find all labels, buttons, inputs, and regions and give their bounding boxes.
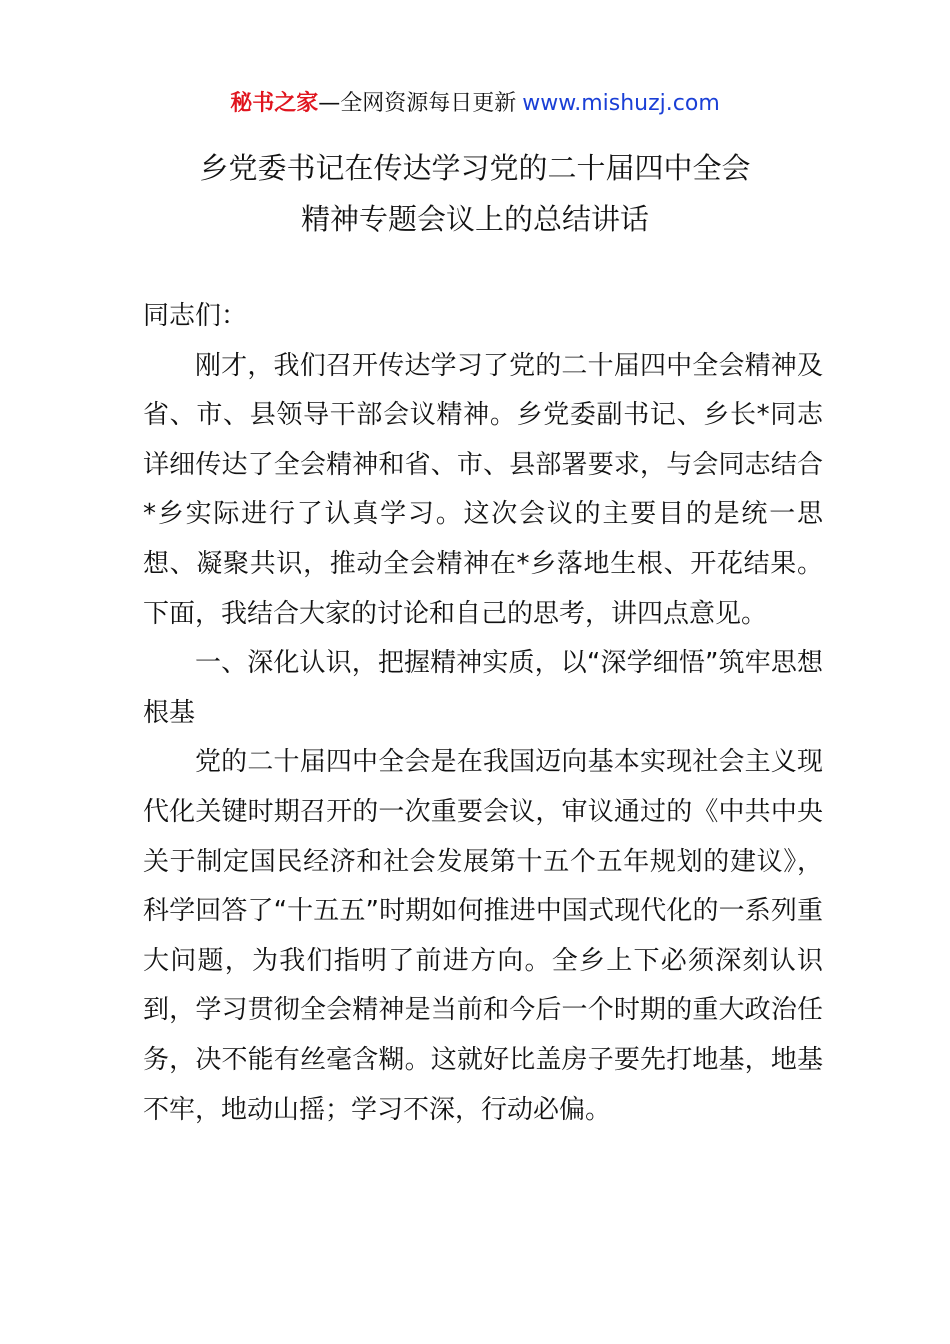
paragraph-section-1: 党的二十届四中全会是在我国迈向基本实现社会主义现代化关键时期召开的一次重要会议，审议通过的《中共中央关于制定国民经济和社会发展第十五个五年规划的建议》，科学回答了“十五五”时期如何推进中国式现代化的一系列重大问题，为我们指明了前进方向。全乡上下必须深刻认识到，学习贯彻全会精神是当前和今后一个时期的重大政治任务，决不能有丝毫含糊。这就好比盖房子要先打地基，地基不牢，地动山摇；学习不深，行动必偏。: [143, 747, 823, 1125]
paragraph-intro: 刚才，我们召开传达学习了党的二十届四中全会精神及省、市、县领导干部会议精神。乡党委副书记、乡长*同志详细传达了全会精神和省、市、县部署要求，与会同志结合*乡实际进行了认真学习。这次会议的主要目的是统一思想、凝聚共识，推动全会精神在*乡落地生根、开花结果。下面，我结合大家的讨论和自己的思考，讲四点意见。: [143, 350, 823, 629]
section-heading-1: 一、深化认识，把握精神实质，以“深学细悟”筑牢思想根基: [143, 648, 823, 728]
salutation: 同志们：: [143, 301, 248, 331]
document-title-line-2: 精神专题会议上的总结讲话: [300, 202, 649, 236]
site-header: [0, 86, 950, 122]
document-title-line-1: 乡党委书记在传达学习党的二十届四中全会: [199, 151, 751, 185]
site-link[interactable]: www.mishuzj.com: [522, 91, 720, 116]
document-body: [143, 292, 823, 1135]
brand-name: 秘书之家: [230, 91, 319, 116]
header-tagline: —全网资源每日更新: [318, 91, 517, 116]
